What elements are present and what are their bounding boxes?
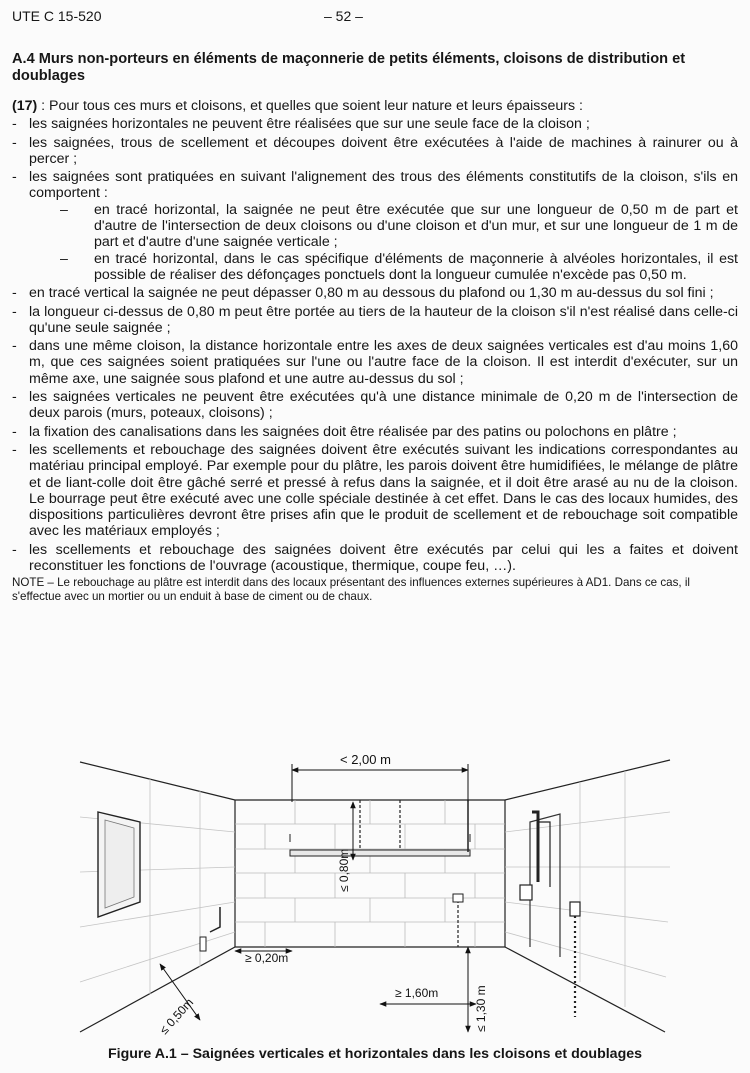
dim-label-max-below-ceiling: ≤ 0,80m — [337, 848, 351, 892]
bullet-marker: - — [12, 389, 17, 406]
bullet-marker: - — [12, 441, 17, 458]
list-item: - en tracé vertical la saignée ne peut dépasser 0,80 m au dessous du plafond ou 1,30 m au-dessus du sol fini ; — [12, 285, 714, 302]
room-outline — [80, 760, 670, 1032]
bullet-marker: - — [12, 134, 17, 151]
bullet-marker: - — [12, 116, 17, 133]
list-item: - dans une même cloison, la distance horizontale entre les axes de deux saignées verticales est d'au moins 1,60 m, que ces saignées soient pratiquées sur l'une ou l'autre face de la cloison. Il est interdit d'exécuter, sur un même axe, une saignée sous plafond et une autre au-dessus du sol ; — [12, 338, 738, 387]
bullet-marker: - — [12, 303, 17, 320]
side-wall-blocks — [80, 771, 670, 1007]
figure-caption: Figure A.1 – Saignées verticales et horizontales dans les cloisons et doublages — [107, 1046, 643, 1062]
note: NOTE – Le rebouchage au plâtre est interdit dans des locaux présentant des influences externes supérieures à AD1. Dans ce cas, il s'effectue avec un mortier ou un enduit à base de ciment ou de chaux. — [12, 576, 690, 604]
window-left — [98, 812, 140, 917]
sub-list-item: – en tracé horizontal, la saignée ne peut être exécutée que sur une longueur de 0,50 m de part et d'autre de l'intersection de deux cloisons ou d'une cloison et d'un mur, et sur une longueur de 1 m de part et d'autre d'une saignée verticale ; — [60, 201, 738, 251]
wall-chase-figure — [60, 742, 730, 1042]
bullet-marker: - — [12, 541, 17, 558]
list-item: - la longueur ci-dessus de 0,80 m peut être portée au tiers de la hauteur de la cloison s'il n'est réalisé dans celle-ci qu'une seule saignée ; — [12, 303, 738, 336]
bullet-marker: - — [12, 169, 17, 186]
dim-label-max-horizontal-each-side: ≤ 0,50m — [156, 995, 197, 1038]
sub-marker: – — [60, 201, 68, 218]
back-wall-blocks — [235, 800, 505, 947]
door-frame-right — [530, 814, 560, 957]
intro-paragraph — [12, 98, 738, 114]
intro-text: : Pour tous ces murs et cloisons, et quelles que soient leur nature et leurs épaisseurs : — [37, 98, 583, 114]
dim-label-max-above-floor: ≤ 1,30 m — [474, 985, 488, 1032]
bullet-marker: - — [12, 285, 17, 302]
section-title: A.4 Murs non-porteurs en éléments de maçonnerie de petits éléments, cloisons de distribution et doublages — [12, 51, 686, 84]
document-reference: UTE C 15-520 — [12, 8, 102, 24]
section-body — [12, 98, 738, 616]
list-item: - les saignées horizontales ne peuvent être réalisées que sur une seule face de la cloison ; — [12, 116, 590, 133]
page-header — [12, 8, 738, 26]
list-item: - les scellements et rebouchage des saignées doivent être exécutés suivant les indications correspondantes au matériau principal employé. Par exemple pour du plâtre, les parois doivent être humidifiées, le mélange de plâtre et de liant-colle doit être gâché serré et pressé à refus dans la saignée, et il doit être arasé au nu de la cloison. Le bourrage peut être exécuté avec une colle spéciale destinée à cet effet. Dans le cas des locaux humides, des dispositions particulières devront être prises afin que le produit de scellement et de rebouchage soit compatible avec les matériaux employés ; — [12, 441, 738, 540]
dim-label-max-horizontal: < 2,00 m — [340, 752, 391, 767]
list-item: - les scellements et rebouchage des saignées doivent être exécutés par celui qui les a faites et doivent reconstituer les fonctions de l'ouvrage (acoustique, thermique, coupe feu, …). — [12, 541, 738, 575]
bullet-marker: - — [12, 338, 17, 355]
list-item: - les saignées sont pratiquées en suivant l'alignement des trous des éléments constitutifs de la cloison, s'ils en comportent : — [12, 169, 738, 202]
list-item: - les saignées verticales ne peuvent être exécutées qu'à une distance minimale de 0,20 m de l'intersection de deux parois (murs, poteaux, cloisons) ; — [12, 389, 738, 422]
room-perspective-drawing — [60, 742, 730, 1042]
list-item: - la fixation des canalisations dans les saignées doit être réalisée par des patins ou polochons en plâtre ; — [12, 423, 677, 440]
sub-list-item: – en tracé horizontal, dans le cas spécifique d'éléments de maçonnerie à alvéoles horizontales, il est possible de réaliser des défonçages ponctuels dont la longueur cumulée n'excède pas 0,50 m. — [60, 250, 738, 283]
page-number: – 52 – — [324, 8, 363, 24]
sub-marker: – — [60, 250, 68, 267]
dim-label-min-between-axes: ≥ 1,60m — [395, 986, 439, 1000]
bullet-marker: - — [12, 423, 17, 440]
clause-number: (17) — [12, 98, 38, 114]
dim-label-min-from-corner: ≥ 0,20m — [245, 951, 289, 965]
wall-chases — [200, 800, 580, 1017]
list-item: - les saignées, trous de scellement et découpes doivent être exécutées à l'aide de machines à rainurer ou à percer ; — [12, 134, 738, 167]
